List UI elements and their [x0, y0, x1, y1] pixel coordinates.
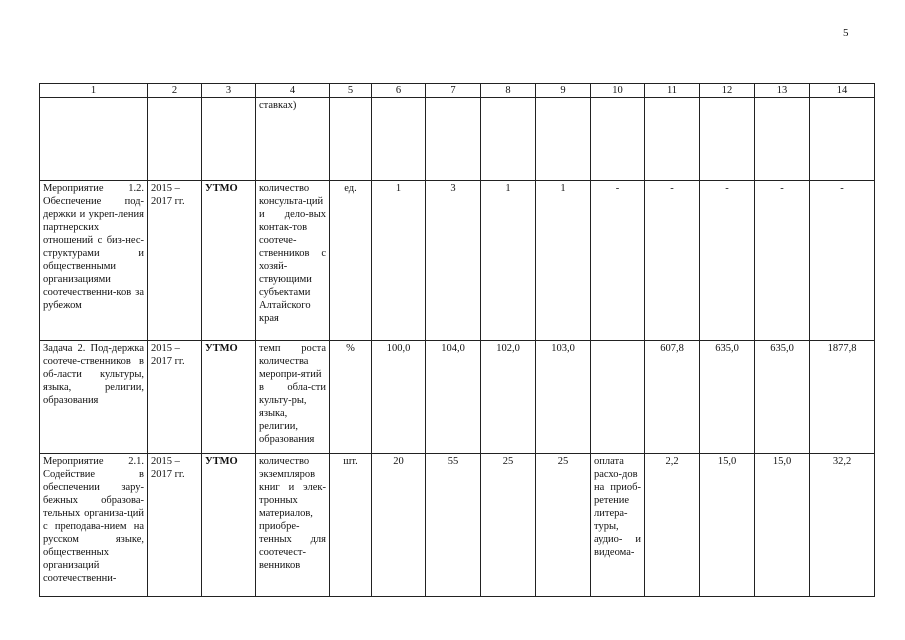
table-cell: УТМО: [202, 341, 256, 454]
table-row: [40, 181, 875, 341]
table-cell: ставках): [256, 98, 330, 181]
table-cell: 102,0: [481, 341, 536, 454]
table-cell: 2015 – 2017 гг.: [148, 341, 202, 454]
table-cell: 32,2: [810, 454, 875, 597]
header-cell: 13: [755, 84, 810, 98]
table-row: [40, 98, 875, 181]
table-cell: Мероприятие 1.2. Обеспечение под-держки и укреп-ления партнерских отношений с биз-нес-структурами и общественными организациями соотечественни-ков за рубежом: [40, 181, 148, 341]
table-cell: УТМО: [202, 181, 256, 341]
header-cell: 3: [202, 84, 256, 98]
table-cell: 635,0: [755, 341, 810, 454]
table-cell: 25: [481, 454, 536, 597]
table-cell: 607,8: [645, 341, 700, 454]
table-cell: [755, 98, 810, 181]
header-cell: 4: [256, 84, 330, 98]
table-cell: шт.: [330, 454, 372, 597]
header-cell: 11: [645, 84, 700, 98]
table-cell: УТМО: [202, 454, 256, 597]
table-cell: 100,0: [372, 341, 426, 454]
table-cell: [810, 98, 875, 181]
table-cell: 2,2: [645, 454, 700, 597]
table-row: [40, 454, 875, 597]
table-cell: [40, 98, 148, 181]
header-cell: 1: [40, 84, 148, 98]
table-cell: 2015 – 2017 гг.: [148, 181, 202, 341]
page-number: 5: [843, 27, 849, 39]
table-cell: [372, 98, 426, 181]
table-cell: [536, 98, 591, 181]
table-cell: 20: [372, 454, 426, 597]
table-cell: 103,0: [536, 341, 591, 454]
table-cell: -: [810, 181, 875, 341]
header-cell: 7: [426, 84, 481, 98]
header-cell: 10: [591, 84, 645, 98]
table-cell: [481, 98, 536, 181]
header-cell: 14: [810, 84, 875, 98]
header-cell: 9: [536, 84, 591, 98]
table-cell: 15,0: [700, 454, 755, 597]
table-cell: Мероприятие 2.1. Содействие в обеспечении зару-бежных образова-тельных организа-ций с преподава-нием на русском языке, общественных организаций соотечественни-: [40, 454, 148, 597]
table-cell: [645, 98, 700, 181]
table-cell: ед.: [330, 181, 372, 341]
table-cell: -: [755, 181, 810, 341]
table-cell: 15,0: [755, 454, 810, 597]
table-cell: 1: [536, 181, 591, 341]
table-cell: 1877,8: [810, 341, 875, 454]
table-cell: [202, 98, 256, 181]
program-table: [39, 83, 875, 597]
table-cell: %: [330, 341, 372, 454]
table-cell: -: [591, 181, 645, 341]
table-cell: 104,0: [426, 341, 481, 454]
table-cell: 1: [372, 181, 426, 341]
table-cell: [591, 98, 645, 181]
header-cell: 6: [372, 84, 426, 98]
table-row: [40, 341, 875, 454]
table-cell: 635,0: [700, 341, 755, 454]
header-cell: 2: [148, 84, 202, 98]
table-cell: -: [645, 181, 700, 341]
table-cell: количество экземпляров книг и элек-тронных материалов, приобре-тенных для соотечест-венников: [256, 454, 330, 597]
table-cell: -: [700, 181, 755, 341]
table-cell: Задача 2. Под-держка соотече-ственников в об-ласти культуры, языка, религии, образования: [40, 341, 148, 454]
table-cell: 25: [536, 454, 591, 597]
header-cell: 12: [700, 84, 755, 98]
header-cell: 8: [481, 84, 536, 98]
table-cell: 3: [426, 181, 481, 341]
table-cell: оплата расхо-дов на приоб-ретение литера-туры, аудио- и видеома-: [591, 454, 645, 597]
header-cell: 5: [330, 84, 372, 98]
table-cell: [148, 98, 202, 181]
header-row: [40, 84, 875, 98]
table-cell: 55: [426, 454, 481, 597]
table-cell: темп роста количества меропри-ятий в обла-сти культу-ры, языка, религии, образования: [256, 341, 330, 454]
table-cell: [426, 98, 481, 181]
table-cell: [591, 341, 645, 454]
table-cell: 2015 – 2017 гг.: [148, 454, 202, 597]
table-cell: 1: [481, 181, 536, 341]
table-cell: [700, 98, 755, 181]
table-cell: количество консульта-ций и дело-вых контак-тов соотече-ственников с хозяй-ствующими субъектами Алтайского края: [256, 181, 330, 341]
table-cell: [330, 98, 372, 181]
